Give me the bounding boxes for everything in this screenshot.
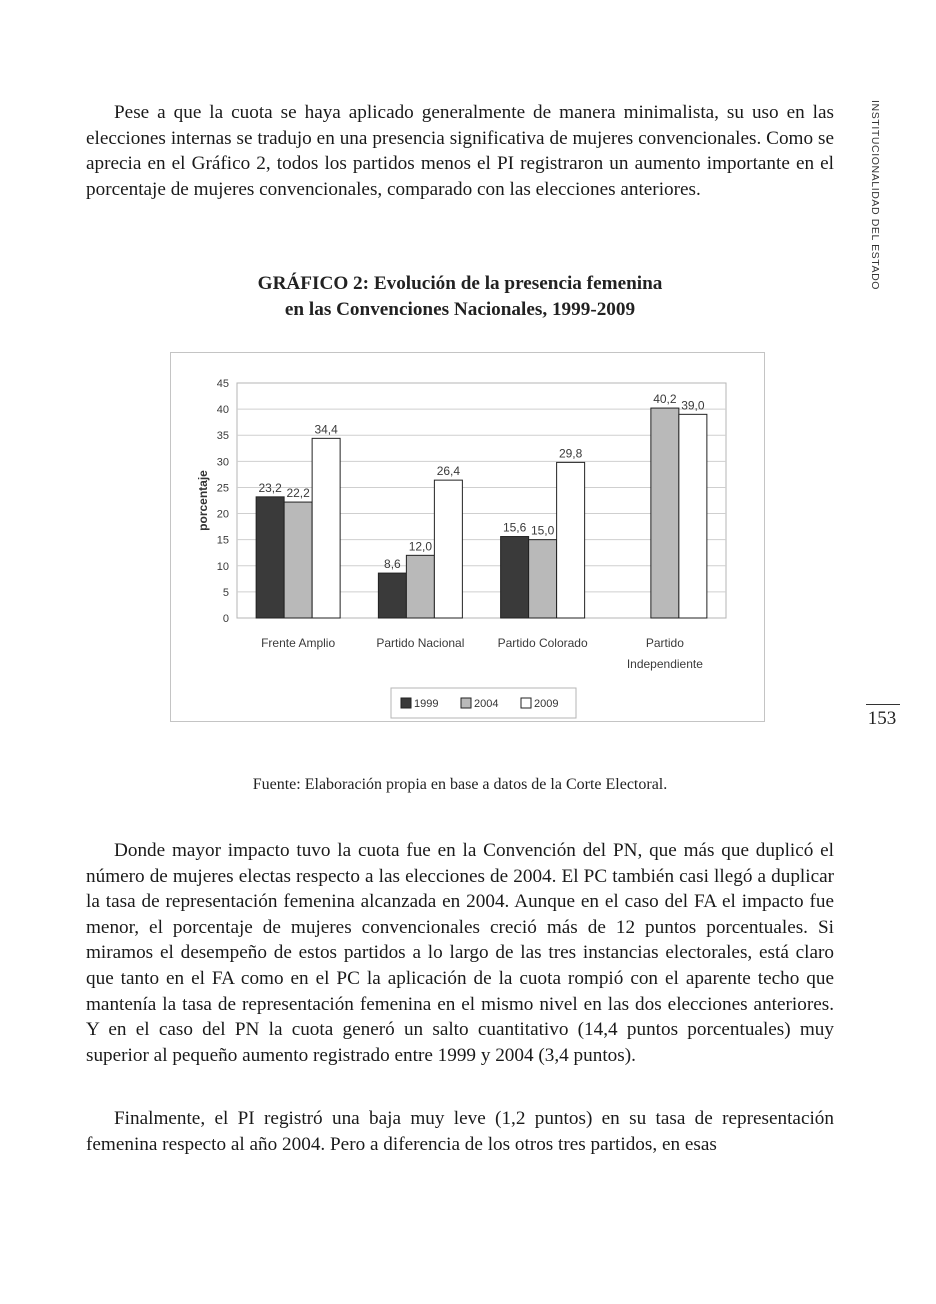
bar-2009 xyxy=(679,414,707,618)
y-axis-label: porcentaje xyxy=(196,470,210,531)
y-tick-label: 45 xyxy=(216,378,229,390)
bar-data-label: 34,4 xyxy=(314,422,338,437)
legend-swatch-2009 xyxy=(521,698,531,708)
y-tick-label: 40 xyxy=(216,404,229,417)
legend-label: 2009 xyxy=(534,698,559,710)
figure-title-line-2: en las Convenciones Nacionales, 1999-2009 xyxy=(284,299,636,320)
x-category-label: Frente Amplio xyxy=(261,636,336,650)
y-tick-label: 30 xyxy=(216,456,229,469)
bar-data-label: 40,2 xyxy=(653,392,677,407)
bar-chart xyxy=(170,352,765,722)
y-tick-label: 10 xyxy=(216,560,229,573)
paragraph-intro: Pese a que la cuota se haya aplicado generalmente de manera minimalista, su uso en las elecciones internas se tradujo en una presencia significativa de mujeres convencionales. Como se aprecia en el Gráfico 2, todos los partidos menos el PI registraron un aumento importante en el porcentaje de mujeres convencionales, comparado con las elecciones anteriores. xyxy=(86,102,834,200)
figure-title xyxy=(86,271,834,323)
bar-1999 xyxy=(501,537,529,618)
x-category-label: Partido xyxy=(645,636,684,650)
y-tick-label: 25 xyxy=(216,482,229,495)
bar-chart-canvas xyxy=(171,353,766,723)
x-category-label: Partido Nacional xyxy=(376,636,465,650)
bar-2009 xyxy=(557,462,585,618)
bar-1999 xyxy=(378,573,406,618)
running-header-vertical xyxy=(869,100,887,320)
bar-2009 xyxy=(434,480,462,618)
y-tick-label: 5 xyxy=(222,586,229,599)
bar-2004 xyxy=(651,408,679,618)
bar-2004 xyxy=(406,555,434,618)
bar-data-label: 8,6 xyxy=(384,557,401,572)
x-category-label: Independiente xyxy=(626,657,703,671)
legend-label: 2004 xyxy=(474,698,499,710)
y-tick-label: 35 xyxy=(216,430,229,443)
bar-data-label: 29,8 xyxy=(558,446,583,461)
bar-data-label: 26,4 xyxy=(436,464,461,479)
y-tick-label: 0 xyxy=(222,613,229,625)
bar-data-label: 15,6 xyxy=(502,520,527,535)
y-tick-label: 20 xyxy=(216,508,229,521)
legend-swatch-1999 xyxy=(401,698,411,708)
legend-label: 1999 xyxy=(414,698,439,710)
bar-data-label: 15,0 xyxy=(530,523,555,538)
figure-title-line-1: GRÁFICO 2: Evolución de la presencia femenina xyxy=(257,273,663,294)
bar-2004 xyxy=(284,502,312,618)
bar-data-label: 12,0 xyxy=(408,539,433,554)
page-number-rule xyxy=(866,704,900,705)
y-tick-label: 15 xyxy=(216,534,229,547)
bar-data-label: 23,2 xyxy=(258,480,282,495)
bar-data-label: 39,0 xyxy=(681,398,705,413)
x-category-label: Partido Colorado xyxy=(497,636,588,650)
paragraph-analysis: Donde mayor impacto tuvo la cuota fue en la Convención del PN, que más que duplicó el número de mujeres electas respecto a las elecciones de 2004. El PC también casi llegó a duplicar la tasa de representación femenina alcanzada en 2004. Aunque en el caso del FA el impacto fue menor, el porcentaje de mujeres convencionales creció más de 12 puntos porcentuales. Si miramos el desempeño de estos partidos a lo largo de las tres instancias electorales, está claro que tanto en el FA como en el PC la aplicación de la cuota rompió con el aparente techo que mantenía la tasa de representación femenina en el mismo nivel en las dos elecciones anteriores. Y en el caso del PN la cuota generó un salto cuantitativo (14,4 puntos porcentuales) muy superior al pequeño aumento registrado entre 1999 y 2004 (3,4 puntos). xyxy=(86,840,834,1066)
paragraph-conclusion: Finalmente, el PI registró una baja muy leve (1,2 puntos) en su tasa de representación femenina respecto al año 2004. Pero a diferencia de los otros tres partidos, en esas xyxy=(86,1108,834,1155)
bar-data-label: 22,2 xyxy=(286,486,310,501)
bar-1999 xyxy=(256,497,284,618)
bar-2009 xyxy=(312,438,340,618)
bar-2004 xyxy=(529,540,557,618)
running-header-text: INSTITUCIONALIDAD DEL ESTADO xyxy=(869,100,881,291)
legend-swatch-2004 xyxy=(461,698,471,708)
figure-source: Fuente: Elaboración propia en base a datos de la Corte Electoral. xyxy=(252,776,668,793)
page-number: 153 xyxy=(867,708,897,729)
